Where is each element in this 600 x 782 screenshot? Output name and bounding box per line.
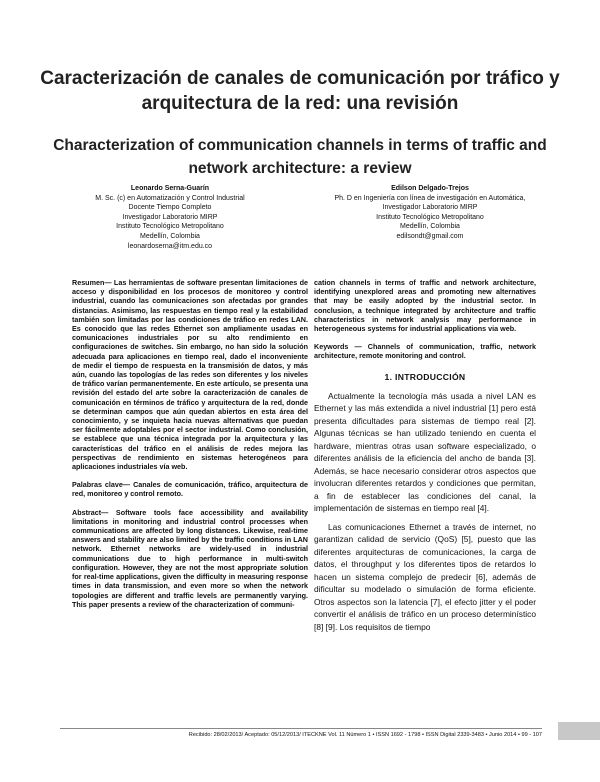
footer-rule xyxy=(60,728,542,729)
section-heading-introduction: 1. INTRODUCCIÓN xyxy=(384,371,466,382)
author-email[interactable]: leonardoserna@itm.edu.co xyxy=(127,242,213,250)
palabras-clave-paragraph xyxy=(72,480,308,498)
author-affiliation-line: Instituto Tecnológico Metropolitano xyxy=(376,213,484,221)
paper-title-spanish: Caracterización de canales de comunicación por tráfico y arquitectura de la red: una revisión xyxy=(40,68,560,114)
author-affiliation-line: Investigador Laboratorio MIRP xyxy=(382,204,478,212)
resumen-text: Las herramientas de software presentan limitaciones de acceso y disponibilidad en los procesos de monitoreo y control industrial, cuando las comunicaciones son afectadas por grandes distancias. Asimismo, las respuestas en tiempo real y la estabilidad también son limitadas por las condiciones de tráfico en redes LAN. Es conocido que las redes Ethernet son ampliamente usadas en comunicaciones industriales por su alto rendimiento en configuraciones de switches. Sin embargo, no han sido la solución adecuada para aplicaciones en tiempo real, dado el inconveniente de medir el tiempo de respuesta en la transmisión de datos, y más aún, cuando las topologías de las redes son diferentes y los niveles de tráfico varían permanentemente. En este artículo, se presenta una revisión del estado del arte sobre la caracterización de canales de comunicación en términos de tráfico y arquitectura de la red, donde se determinan campos que aún quedan abiertos en esta área del conocimiento, y se inquieta hacia nuevas alternativas que puedan ser fácilmente adoptables por el sector industrial. Como conclusión, se establece que una técnica integrada por la arquitectura y las características del tráfico en el análisis de redes mejora las perspectivas de rendimiento en sistemas heterogéneos para aplicaciones industriales vía web. xyxy=(72,278,308,472)
paper-title-english: Characterization of communication channels in terms of traffic and network architecture: a review xyxy=(53,137,547,177)
author-block-1 xyxy=(40,184,300,251)
abstract-paragraph xyxy=(72,508,308,609)
palabras-clave-label: Palabras clave— xyxy=(72,480,131,490)
resumen-paragraph xyxy=(72,278,308,471)
abstract-continuation: cation channels in terms of traffic and network architecture, identifying unexplored areas and promoting new alternatives that may be easily adopted by the industrial sector. In conclusion, a technique integrated by architecture and traffic characteristics in network analysis may performance in heterogeneous systems for industrial applications via web. xyxy=(314,278,536,334)
intro-paragraph-1: Actualmente la tecnología más usada a nivel LAN es Ethernet y las más extendida a nivel industrial [1] pero está presenta dificultades para sistemas de tiempo real [2]. Algunas técnicas se han utilizado teniendo en cuenta el hardware, mientras otras usan software especializado, o diferentes análisis de la eficiencia del ancho de banda [3]. Además, se hace necesario considerar otros aspectos que involucran diferentes retardos y condiciones que permitan, a fin de establecer las condiciones del canal, la implementación de sistemas en tiempo real [4]. xyxy=(314,390,536,514)
page-side-tab xyxy=(558,722,600,740)
footer-citation: Recibido: 28/02/2013/ Aceptado: 05/12/2013/ ITECKNE Vol. 11 Número 1 • ISSN 1692 - 1798 • ISSN Digital 2339-3483 • Junio 2014 • 99 - 107 xyxy=(188,732,542,738)
keywords-label: Keywords — xyxy=(314,342,362,352)
keywords-text: Channels of communication, traffic, network architecture, remote monitoring and control. xyxy=(314,342,536,361)
author-affiliation-line: M. Sc. (c) en Automatización y Control Industrial xyxy=(95,194,245,202)
left-column xyxy=(72,278,308,609)
right-column xyxy=(314,278,536,633)
abstract-text: Software tools face accessibility and availability limitations in monitoring and industrial control processes when communications are affected by long distances. Likewise, real-time answers and stability are also limited by the traffic conditions in LAN network. Ethernet networks are widely-used in industrial communications due to high performance in multi-switch configuration. However, they are not the most appropriate solution for real-time applications, given the difficulty in measuring response times in data transmission, and even more so when the network topologies are different and traffic levels are permanently varying. This paper presents a review of the characterization of communi- xyxy=(72,507,308,609)
author-name: Edilson Delgado-Trejos xyxy=(391,185,469,192)
author-email[interactable]: edilsondt@gmail.com xyxy=(396,232,464,240)
abstract-label: Abstract— xyxy=(72,507,109,517)
intro-paragraph-2: Las comunicaciones Ethernet a través de internet, no garantizan calidad de servicio (QoS) [5], puesto que las diferentes arquitecturas de comunicaciones, la carga de datos, el throughput y los diferentes tipos de retardos lo hacen un sistema complejo de predecir [6], además de dificultar su modelado o simulación de forma eficiente. Otros aspectos son la latencia [7], el efecto jitter y el poder convertir el análisis de tráfico en un proceso determinístico [8] [9]. Los requisitos de tiempo xyxy=(314,521,536,632)
author-name: Leonardo Serna-Guarín xyxy=(130,185,210,192)
author-affiliation-line: Ph. D en Ingeniería con línea de investigación en Automática, xyxy=(334,194,526,202)
author-affiliation-line: Docente Tiempo Completo xyxy=(128,204,212,212)
author-affiliation-line: Medellín, Colombia xyxy=(400,223,460,231)
keywords-paragraph xyxy=(314,342,536,360)
author-affiliation-line: Investigador Laboratorio MIRP xyxy=(122,213,218,221)
author-affiliation-line: Instituto Tecnológico Metropolitano xyxy=(116,223,224,231)
author-block-2 xyxy=(300,184,560,242)
palabras-clave-text: Canales de comunicación, tráfico, arquitectura de red, monitoreo y control remoto. xyxy=(72,480,309,499)
resumen-label: Resumen— xyxy=(72,278,112,287)
author-affiliation-line: Medellín, Colombia xyxy=(140,232,200,240)
